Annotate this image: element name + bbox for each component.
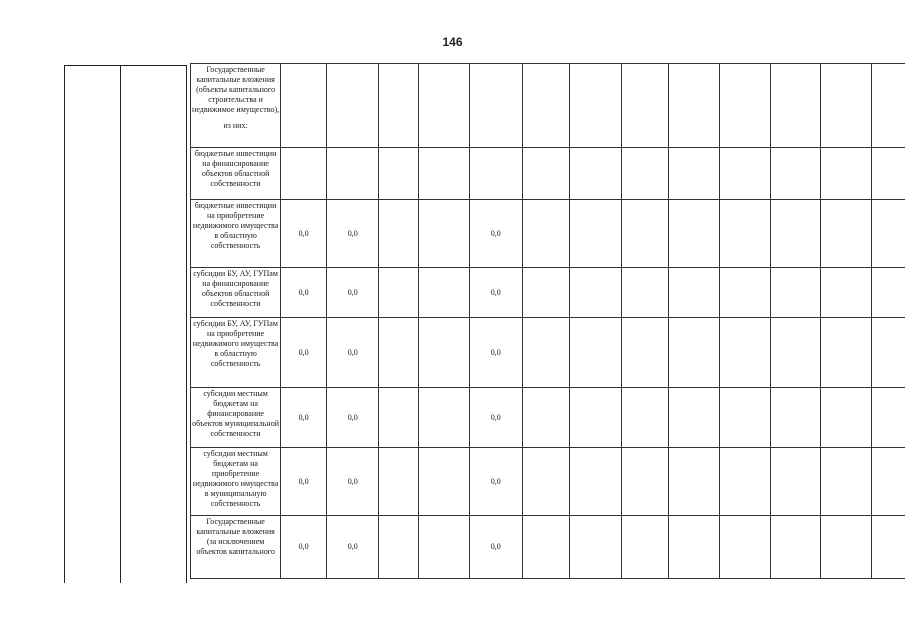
left-column-border-1: [64, 65, 65, 583]
value-cell: [379, 388, 419, 448]
value-cell: [522, 200, 569, 268]
table-row: [191, 64, 905, 148]
left-column-top-rule: [64, 65, 186, 66]
value-cell: 0,0: [281, 516, 327, 579]
value-cell: [569, 148, 621, 200]
table-row: [191, 318, 905, 388]
value-cell: [668, 64, 719, 148]
row-label-cell: [191, 64, 281, 148]
value-cell: [419, 388, 470, 448]
row-label-cell: [191, 200, 281, 268]
value-cell: [379, 516, 419, 579]
value-cell: [470, 64, 522, 148]
row-label: субсидии местным бюджетам на финансирование объектов муниципальной собственности: [192, 389, 279, 438]
value-cell: [621, 268, 668, 318]
left-column-border-3: [186, 65, 187, 583]
value-cell: [621, 388, 668, 448]
value-cell: 0,0: [327, 516, 379, 579]
value-cell: [719, 64, 770, 148]
value-cell: [522, 516, 569, 579]
value-cell: 0,0: [281, 200, 327, 268]
value-cell: [522, 148, 569, 200]
value-cell: [821, 318, 872, 388]
value-cell: [770, 268, 821, 318]
value-cell: [522, 268, 569, 318]
value-cell: [872, 148, 905, 200]
value-cell: [327, 64, 379, 148]
value-cell: 0,0: [327, 268, 379, 318]
value-cell: [821, 200, 872, 268]
value-cell: [419, 64, 470, 148]
value-cell: 0,0: [327, 200, 379, 268]
value-cell: [668, 516, 719, 579]
value-cell: [522, 64, 569, 148]
row-label: Государственные капитальные вложения (объекты капитального строительства и недвижимое имущество),: [192, 65, 280, 114]
row-label: субсидии БУ, АУ, ГУПам на финансирование объектов областной собственности: [193, 269, 278, 308]
value-cell: 0,0: [470, 448, 522, 516]
value-cell: 0,0: [470, 268, 522, 318]
value-cell: [668, 318, 719, 388]
value-cell: [569, 200, 621, 268]
value-cell: [621, 516, 668, 579]
value-cell: [470, 148, 522, 200]
value-cell: [770, 148, 821, 200]
value-cell: 0,0: [470, 318, 522, 388]
value-cell: [821, 448, 872, 516]
value-cell: [668, 148, 719, 200]
value-cell: [419, 318, 470, 388]
value-cell: [379, 200, 419, 268]
value-cell: [281, 64, 327, 148]
row-label: субсидии БУ, АУ, ГУПам на приобретение недвижимого имущества в областную собственность: [192, 319, 279, 368]
value-cell: [281, 148, 327, 200]
row-label: субсидии местным бюджетам на приобретение недвижимого имущества в муниципальную собственность: [192, 449, 279, 508]
value-cell: [419, 448, 470, 516]
row-label: Государственные капитальные вложения (за исключением объектов капитального: [196, 517, 275, 556]
value-cell: [379, 64, 419, 148]
value-cell: [569, 448, 621, 516]
value-cell: [668, 200, 719, 268]
value-cell: [379, 268, 419, 318]
value-cell: [872, 388, 905, 448]
row-label-cell: [191, 318, 281, 388]
value-cell: [569, 64, 621, 148]
value-cell: [569, 516, 621, 579]
value-cell: [569, 318, 621, 388]
value-cell: [821, 268, 872, 318]
value-cell: [821, 64, 872, 148]
value-cell: [522, 318, 569, 388]
table-row: [191, 268, 905, 318]
value-cell: [872, 268, 905, 318]
value-cell: [719, 200, 770, 268]
value-cell: [379, 448, 419, 516]
row-label-cell: [191, 148, 281, 200]
value-cell: [621, 318, 668, 388]
value-cell: 0,0: [470, 200, 522, 268]
table-row: [191, 516, 905, 579]
value-cell: [872, 200, 905, 268]
value-cell: [668, 388, 719, 448]
value-cell: [419, 516, 470, 579]
value-cell: [719, 516, 770, 579]
value-cell: [719, 388, 770, 448]
row-label: бюджетные инвестиции на финансирование объектов областной собственности: [194, 149, 277, 188]
value-cell: [621, 200, 668, 268]
value-cell: [419, 200, 470, 268]
value-cell: [379, 318, 419, 388]
value-cell: 0,0: [470, 516, 522, 579]
value-cell: [419, 148, 470, 200]
row-label-cell: [191, 448, 281, 516]
value-cell: [770, 448, 821, 516]
value-cell: [821, 516, 872, 579]
value-cell: [668, 268, 719, 318]
value-cell: 0,0: [281, 318, 327, 388]
value-cell: [621, 64, 668, 148]
table-row: [191, 388, 905, 448]
row-sublabel: из них:: [223, 121, 248, 130]
row-label-cell: [191, 268, 281, 318]
value-cell: 0,0: [281, 448, 327, 516]
value-cell: [872, 64, 905, 148]
row-label-cell: [191, 516, 281, 579]
table-row: [191, 148, 905, 200]
table-row: [191, 200, 905, 268]
value-cell: 0,0: [327, 318, 379, 388]
value-cell: 0,0: [281, 388, 327, 448]
value-cell: 0,0: [281, 268, 327, 318]
value-cell: [719, 148, 770, 200]
left-column-border-2: [120, 65, 121, 583]
value-cell: [569, 268, 621, 318]
value-cell: [821, 388, 872, 448]
row-label-cell: [191, 388, 281, 448]
value-cell: 0,0: [327, 388, 379, 448]
value-cell: [327, 148, 379, 200]
value-cell: [719, 448, 770, 516]
value-cell: [770, 64, 821, 148]
value-cell: [621, 148, 668, 200]
value-cell: [379, 148, 419, 200]
value-cell: [522, 448, 569, 516]
page-number: 146: [442, 35, 463, 49]
table-row: [191, 448, 905, 516]
value-cell: [770, 388, 821, 448]
value-cell: [522, 388, 569, 448]
value-cell: [569, 388, 621, 448]
value-cell: [770, 516, 821, 579]
value-cell: [719, 318, 770, 388]
budget-table: [190, 63, 905, 579]
value-cell: [719, 268, 770, 318]
value-cell: [770, 200, 821, 268]
value-cell: [872, 516, 905, 579]
value-cell: [821, 148, 872, 200]
value-cell: [668, 448, 719, 516]
value-cell: [770, 318, 821, 388]
value-cell: [621, 448, 668, 516]
row-label: бюджетные инвестиции на приобретение недвижимого имущества в областную собственность: [192, 201, 279, 250]
value-cell: 0,0: [327, 448, 379, 516]
value-cell: [872, 448, 905, 516]
value-cell: 0,0: [470, 388, 522, 448]
value-cell: [419, 268, 470, 318]
value-cell: [872, 318, 905, 388]
